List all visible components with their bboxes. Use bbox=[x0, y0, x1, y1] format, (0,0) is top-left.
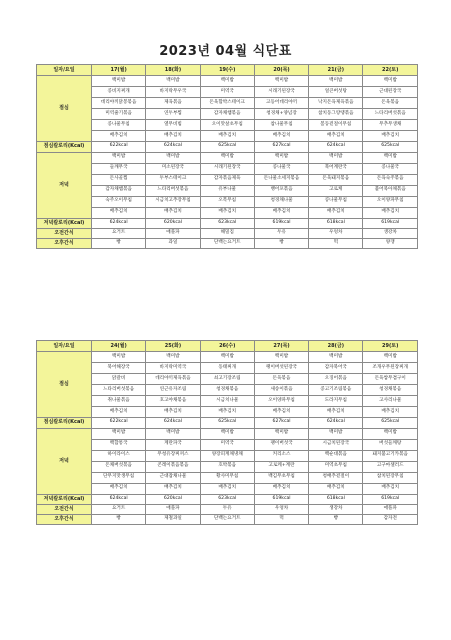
lunch-kcal-value: 625kcal bbox=[200, 418, 254, 429]
menu-item: 돈채버섯볶음 bbox=[92, 461, 146, 472]
dinner-kcal-value: 624kcal bbox=[92, 218, 146, 229]
menu-item: 콘레이볶음볶음 bbox=[146, 461, 200, 472]
menu-item: 무추무생채 bbox=[363, 120, 418, 131]
lunch-row bbox=[37, 109, 418, 120]
menu-item: 바지락미역국 bbox=[146, 363, 200, 374]
menu-item: 미소된장국 bbox=[146, 163, 200, 174]
lunch-row bbox=[37, 120, 418, 131]
menu-item: 참나물무침 bbox=[254, 120, 308, 131]
menu-item: 열무비빔 bbox=[146, 120, 200, 131]
menu-item: 오징어볶음 bbox=[309, 374, 363, 385]
dinner-kcal-row bbox=[37, 494, 418, 505]
menu-item: 닭갈비 bbox=[92, 374, 146, 385]
header-row bbox=[37, 341, 418, 352]
menu-item: 배추김치 bbox=[146, 131, 200, 142]
day-header: 18(화) bbox=[146, 65, 200, 76]
dinner-row bbox=[37, 174, 418, 185]
menu-item: 돈육숙주볶음 bbox=[363, 174, 418, 185]
menu-item: 북어계란국 bbox=[309, 163, 363, 174]
dinner-kcal-label: 저녁칼로리(Kcal) bbox=[37, 494, 92, 505]
lunch-label: 점심 bbox=[37, 76, 92, 142]
am-snack-row bbox=[37, 229, 418, 239]
lunch-kcal-label: 점심칼로리(Kcal) bbox=[37, 418, 92, 429]
menu-item: 쇠고기장조림 bbox=[200, 374, 254, 385]
menu-item: 감자볶음제육 bbox=[200, 174, 254, 185]
header-label: 일자/요일 bbox=[37, 341, 92, 352]
menu-item: 새송이볶음 bbox=[254, 385, 308, 396]
pm-snack-value: 단백는요거트 bbox=[200, 239, 254, 249]
menu-item: 배추김치 bbox=[92, 207, 146, 218]
dinner-row bbox=[37, 483, 418, 494]
menu-item: 콩나물무침 bbox=[92, 120, 146, 131]
menu-item: 참치된장무침 bbox=[363, 472, 418, 483]
am-snack-value: 애플파 bbox=[146, 229, 200, 239]
am-snack-value: 두유 bbox=[254, 229, 308, 239]
lunch-kcal-value: 622kcal bbox=[92, 142, 146, 153]
menu-item: 배추김치 bbox=[309, 407, 363, 418]
menu-item: 배추김치 bbox=[200, 483, 254, 494]
lunch-row bbox=[37, 76, 418, 87]
menu-item: 청경채볶음 bbox=[200, 385, 254, 396]
dinner-kcal-value: 618kcal bbox=[309, 494, 363, 505]
menu-item: 백미밥 bbox=[309, 76, 363, 87]
lunch-label: 점심 bbox=[37, 352, 92, 418]
menu-item: 백미밥 bbox=[200, 76, 254, 87]
am-snack-value: 요거트 bbox=[92, 229, 146, 239]
menu-item: 시금치나물 bbox=[200, 396, 254, 407]
menu-item: 백김무초무침 bbox=[254, 472, 308, 483]
menu-item: 고로케 bbox=[309, 185, 363, 196]
dinner-kcal-row bbox=[37, 218, 418, 229]
lunch-kcal-row bbox=[37, 142, 418, 153]
menu-item: 양장피계채냉채 bbox=[200, 450, 254, 461]
menu-item: 돈육돼지볶음 bbox=[309, 174, 363, 185]
dinner-kcal-value: 620kcal bbox=[146, 494, 200, 505]
dinner-row bbox=[37, 472, 418, 483]
menu-item: 돼지불고기카볶음 bbox=[363, 450, 418, 461]
menu-item: 백미밥 bbox=[200, 428, 254, 439]
dinner-row bbox=[37, 439, 418, 450]
menu-item: 콩나물무침 bbox=[309, 196, 363, 207]
lunch-kcal-value: 625kcal bbox=[200, 142, 254, 153]
menu-item: 들깨무국 bbox=[92, 163, 146, 174]
lunch-kcal-label: 점심칼로리(Kcal) bbox=[37, 142, 92, 153]
day-header: 17(월) bbox=[92, 65, 146, 76]
menu-item: 백미밥 bbox=[254, 152, 308, 163]
page-title: 2023년 04월 식단표 bbox=[159, 44, 292, 59]
lunch-row bbox=[37, 374, 418, 385]
menu-item: 콩비지찌개 bbox=[92, 87, 146, 98]
menu-item: 감자북어국 bbox=[309, 363, 363, 374]
am-snack-value: 요거트 bbox=[92, 505, 146, 515]
header-label: 일자/요일 bbox=[37, 65, 92, 76]
dinner-label: 저녁 bbox=[37, 428, 92, 494]
menu-item: 감자채햄볶음 bbox=[200, 109, 254, 120]
menu-item: 배추김치 bbox=[146, 407, 200, 418]
lunch-row bbox=[37, 98, 418, 109]
menu-item: 시래기된장국 bbox=[254, 87, 308, 98]
menu-item: 고로케+계란 bbox=[254, 461, 308, 472]
menu-item: 배추김치 bbox=[309, 207, 363, 218]
header-row bbox=[37, 65, 418, 76]
menu-item: 백미밥 bbox=[254, 352, 308, 363]
lunch-row bbox=[37, 87, 418, 98]
menu-item: 감자채햄볶음 bbox=[92, 185, 146, 196]
am-snack-value: 애플파 bbox=[363, 505, 418, 515]
pm-snack-value: 떡 bbox=[309, 239, 363, 249]
menu-item: 미역초무침 bbox=[309, 461, 363, 472]
am-snack-label: 오전간식 bbox=[37, 505, 92, 515]
dinner-row bbox=[37, 185, 418, 196]
menu-item: 백미밥 bbox=[146, 76, 200, 87]
lunch-row bbox=[37, 396, 418, 407]
menu-item: 두부스테이크 bbox=[146, 174, 200, 185]
day-header: 21(금) bbox=[309, 65, 363, 76]
dinner-row bbox=[37, 163, 418, 174]
dinner-label: 저녁 bbox=[37, 152, 92, 218]
am-snack-value: 우엉차 bbox=[309, 229, 363, 239]
menu-item: 청경채+양념장 bbox=[254, 109, 308, 120]
dinner-kcal-label: 저녁칼로리(Kcal) bbox=[37, 218, 92, 229]
dinner-kcal-value: 623kcal bbox=[200, 494, 254, 505]
menu-item: 백미밥 bbox=[363, 428, 418, 439]
menu-item: 돈나물소세지볶음 bbox=[254, 174, 308, 185]
menu-item: 취나물볶음 bbox=[92, 396, 146, 407]
menu-item: 콩나물국 bbox=[363, 163, 418, 174]
menu-item: 백미밥 bbox=[200, 152, 254, 163]
menu-item: 백미밥 bbox=[363, 152, 418, 163]
menu-item: 시금치된장국 bbox=[309, 439, 363, 450]
menu-item: 백순대볶음 bbox=[309, 450, 363, 461]
am-snack-value: 애플파 bbox=[146, 505, 200, 515]
lunch-kcal-value: 627kcal bbox=[254, 142, 308, 153]
menu-item: 버섯들깨탕 bbox=[363, 439, 418, 450]
menu-item: 돈육함박스테이크 bbox=[200, 98, 254, 109]
menu-item: 시래기된장국 bbox=[200, 163, 254, 174]
menu-item: 돈사골찜 bbox=[92, 174, 146, 185]
menu-item: 오이맛살초무침 bbox=[200, 120, 254, 131]
menu-item: 팽이버섯된장국 bbox=[254, 363, 308, 374]
menu-item: 팽이버섯국 bbox=[254, 439, 308, 450]
dinner-row bbox=[37, 207, 418, 218]
menu-item: 계란파국 bbox=[146, 439, 200, 450]
lunch-row bbox=[37, 407, 418, 418]
menu-item: 백미밥 bbox=[309, 152, 363, 163]
day-header: 27(목) bbox=[254, 341, 308, 352]
menu-item: 백미밥 bbox=[363, 352, 418, 363]
menu-item: 오복무침 bbox=[200, 196, 254, 207]
menu-item: 배추김치 bbox=[363, 131, 418, 142]
pm-snack-row bbox=[37, 515, 418, 525]
menu-item: 불어묵아채볶음 bbox=[363, 185, 418, 196]
menu-table-week1 bbox=[36, 64, 418, 249]
menu-item: 고사리나물 bbox=[363, 396, 418, 407]
menu-item: 백미밥 bbox=[92, 152, 146, 163]
menu-item: 고등어데리야끼 bbox=[254, 98, 308, 109]
menu-item: 제육볶음 bbox=[146, 98, 200, 109]
menu-item: 백미밥 bbox=[254, 428, 308, 439]
lunch-kcal-row bbox=[37, 418, 418, 429]
menu-item: 커리소스 bbox=[254, 450, 308, 461]
menu-item: 배추김치 bbox=[146, 207, 200, 218]
menu-item: 콩나물국 bbox=[254, 163, 308, 174]
menu-item: 백미밥 bbox=[254, 76, 308, 87]
menu-item: 백미밥 bbox=[92, 352, 146, 363]
menu-item: 청경채볶음 bbox=[363, 385, 418, 396]
pm-snack-value: 빵 bbox=[92, 239, 146, 249]
menu-item: 황사미무침 bbox=[200, 472, 254, 483]
menu-item: 무청유장찌꺼스 bbox=[146, 450, 200, 461]
lunch-kcal-value: 624kcal bbox=[146, 142, 200, 153]
menu-item: 오이양파무침 bbox=[363, 196, 418, 207]
menu-item: 콩고기조림볶음 bbox=[309, 385, 363, 396]
menu-item: 느타리버섯볶음 bbox=[92, 385, 146, 396]
lunch-row bbox=[37, 352, 418, 363]
menu-item: 돈육볶음 bbox=[254, 374, 308, 385]
lunch-kcal-value: 627kcal bbox=[254, 418, 308, 429]
menu-item: 돈육쌈무겹구이 bbox=[363, 374, 418, 385]
day-header: 20(목) bbox=[254, 65, 308, 76]
pm-snack-value: 빵 bbox=[309, 515, 363, 525]
dinner-kcal-value: 623kcal bbox=[200, 218, 254, 229]
menu-item: 시금치고추장무침 bbox=[146, 196, 200, 207]
lunch-kcal-value: 624kcal bbox=[146, 418, 200, 429]
dinner-row bbox=[37, 428, 418, 439]
lunch-kcal-value: 624kcal bbox=[309, 418, 363, 429]
menu-item: 도라지무침 bbox=[309, 396, 363, 407]
menu-item: 바지락무우국 bbox=[146, 87, 200, 98]
menu-item: 미역줄기볶음 bbox=[92, 109, 146, 120]
menu-item: 근대잡채나물 bbox=[146, 472, 200, 483]
menu-item: 숙주오이무침 bbox=[92, 196, 146, 207]
menu-item: 배추김치 bbox=[92, 483, 146, 494]
dinner-kcal-value: 618kcal bbox=[309, 218, 363, 229]
menu-item: 호박볶음 bbox=[200, 461, 254, 472]
lunch-kcal-value: 625kcal bbox=[363, 142, 418, 153]
menu-item: 백미밥 bbox=[309, 428, 363, 439]
pm-snack-value: 떡 bbox=[254, 515, 308, 525]
day-header: 26(수) bbox=[200, 341, 254, 352]
menu-item: 데리야끼제육볶음 bbox=[146, 374, 200, 385]
menu-item: 호고야채볶음 bbox=[146, 396, 200, 407]
menu-item: 청배추겉절이 bbox=[309, 472, 363, 483]
menu-item: 얼큰버섯탕 bbox=[309, 87, 363, 98]
dinner-row bbox=[37, 196, 418, 207]
menu-item: 배추김치 bbox=[92, 131, 146, 142]
menu-item: 백미밥 bbox=[92, 428, 146, 439]
menu-item: 오이양파무침 bbox=[254, 396, 308, 407]
menu-item: 유부나물 bbox=[200, 185, 254, 196]
am-snack-value: 생강차 bbox=[309, 505, 363, 515]
menu-table-week2 bbox=[36, 340, 418, 525]
pm-snack-row bbox=[37, 239, 418, 249]
menu-item: 근대된장국 bbox=[363, 87, 418, 98]
menu-item: 배추김치 bbox=[146, 483, 200, 494]
am-snack-value: 해밀짐 bbox=[200, 229, 254, 239]
lunch-kcal-value: 624kcal bbox=[309, 142, 363, 153]
pm-snack-label: 오후간식 bbox=[37, 515, 92, 525]
menu-item: 백미밥 bbox=[363, 76, 418, 87]
lunch-kcal-value: 622kcal bbox=[92, 418, 146, 429]
lunch-row bbox=[37, 363, 418, 374]
pm-snack-label: 오후간식 bbox=[37, 239, 92, 249]
dinner-row bbox=[37, 450, 418, 461]
menu-item: 봄동겉절이무침 bbox=[309, 120, 363, 131]
menu-item: 조개우무된장찌개 bbox=[363, 363, 418, 374]
pm-snack-value: 양갱 bbox=[363, 239, 418, 249]
day-header: 28(금) bbox=[309, 341, 363, 352]
am-snack-row bbox=[37, 505, 418, 515]
dinner-kcal-value: 619kcal bbox=[363, 218, 418, 229]
menu-item: 백미밥 bbox=[146, 428, 200, 439]
pm-snack-value: 빵 bbox=[254, 239, 308, 249]
menu-item: 낙지돈육제육볶음 bbox=[309, 98, 363, 109]
menu-item: 하이라이스 bbox=[92, 450, 146, 461]
dinner-kcal-value: 620kcal bbox=[146, 218, 200, 229]
am-snack-label: 오전간식 bbox=[37, 229, 92, 239]
menu-item: 백미밥 bbox=[146, 152, 200, 163]
menu-item: 동태찌개 bbox=[200, 363, 254, 374]
menu-item: 배추김치 bbox=[363, 483, 418, 494]
menu-item: 느타리버섯볶음 bbox=[363, 109, 418, 120]
menu-item: 데리야끼닭봉볶음 bbox=[92, 98, 146, 109]
am-snack-value: 두유 bbox=[200, 505, 254, 515]
dinner-kcal-value: 624kcal bbox=[92, 494, 146, 505]
menu-item: 단무지맛생무침 bbox=[92, 472, 146, 483]
menu-item: 배추김치 bbox=[200, 131, 254, 142]
menu-item: 미역국 bbox=[200, 87, 254, 98]
pm-snack-value: 빵 bbox=[92, 515, 146, 525]
dinner-row bbox=[37, 461, 418, 472]
day-header: 25(화) bbox=[146, 341, 200, 352]
menu-item: 배추김치 bbox=[254, 131, 308, 142]
menu-item: 배추김치 bbox=[254, 207, 308, 218]
menu-item: 배추김치 bbox=[92, 407, 146, 418]
day-header: 19(수) bbox=[200, 65, 254, 76]
menu-item: 연근유자조림 bbox=[146, 385, 200, 396]
day-header: 24(월) bbox=[92, 341, 146, 352]
day-header: 29(토) bbox=[363, 341, 418, 352]
menu-item: 미역국 bbox=[200, 439, 254, 450]
menu-item: 돈육볶음 bbox=[363, 98, 418, 109]
am-snack-value: 우엉차 bbox=[254, 505, 308, 515]
menu-item: 고구마샐러드 bbox=[363, 461, 418, 472]
menu-item: 백합통국 bbox=[92, 439, 146, 450]
menu-item: 배추김치 bbox=[200, 207, 254, 218]
dinner-row bbox=[37, 152, 418, 163]
pm-snack-value: 감자전 bbox=[363, 515, 418, 525]
menu-item: 백미밥 bbox=[146, 352, 200, 363]
menu-item: 배추김치 bbox=[200, 407, 254, 418]
menu-item: 배추김치 bbox=[254, 483, 308, 494]
menu-item: 청경채나물 bbox=[254, 196, 308, 207]
menu-item: 배추김치 bbox=[309, 131, 363, 142]
pm-snack-value: 제철과일 bbox=[146, 515, 200, 525]
dinner-kcal-value: 619kcal bbox=[254, 494, 308, 505]
lunch-row bbox=[37, 131, 418, 142]
dinner-kcal-value: 619kcal bbox=[254, 218, 308, 229]
dinner-kcal-value: 619kcal bbox=[363, 494, 418, 505]
lunch-kcal-value: 625kcal bbox=[363, 418, 418, 429]
menu-item: 배추김치 bbox=[309, 483, 363, 494]
pm-snack-value: 과일 bbox=[146, 239, 200, 249]
menu-item: 뱅어포볶음 bbox=[254, 185, 308, 196]
lunch-row bbox=[37, 385, 418, 396]
day-header: 22(토) bbox=[363, 65, 418, 76]
menu-item: 백미밥 bbox=[92, 76, 146, 87]
menu-item: 배추김치 bbox=[254, 407, 308, 418]
menu-item: 백미밥 bbox=[309, 352, 363, 363]
menu-item: 느타리버섯볶음 bbox=[146, 185, 200, 196]
menu-item: 배추김치 bbox=[363, 207, 418, 218]
menu-item: 북어해장국 bbox=[92, 363, 146, 374]
menu-item: 참치동그랑땡볶음 bbox=[309, 109, 363, 120]
pm-snack-value: 단백는요거트 bbox=[200, 515, 254, 525]
menu-item: 연두부찜 bbox=[146, 109, 200, 120]
menu-item: 백미밥 bbox=[200, 352, 254, 363]
am-snack-value: 생강차 bbox=[363, 229, 418, 239]
menu-item: 배추김치 bbox=[363, 407, 418, 418]
